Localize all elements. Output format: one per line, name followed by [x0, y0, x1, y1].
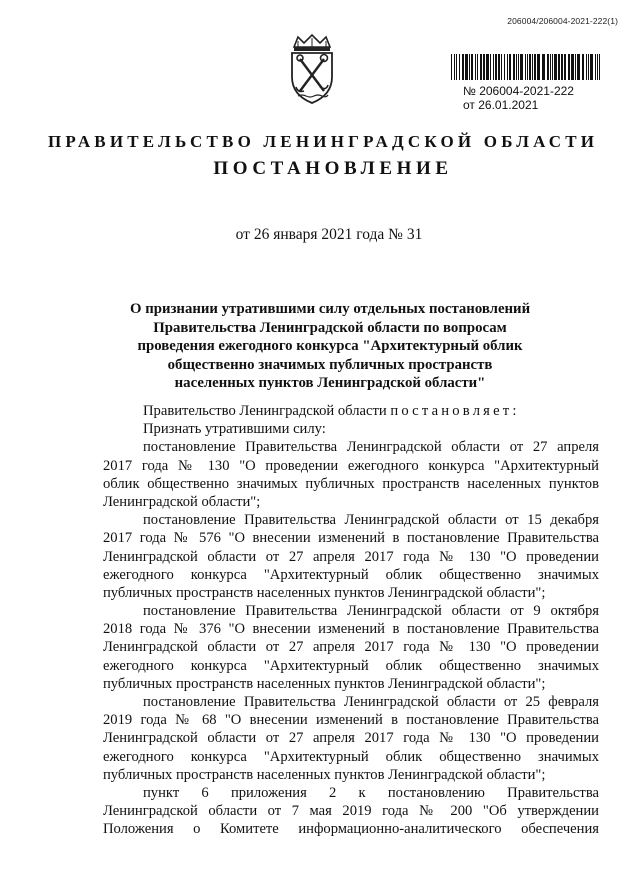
body-line: Ленинградской области от 7 мая 2019 года № 200 "Об утверждении — [103, 803, 599, 820]
barcode-bar — [459, 54, 460, 80]
title-line: проведения ежегодного конкурса "Архитектурный облик — [137, 338, 523, 354]
barcode-bar — [550, 54, 551, 80]
body-line: облик общественно значимых публичных пространств населенных пунктов — [103, 475, 599, 492]
barcode-bar — [462, 54, 464, 80]
barcode-bar — [595, 54, 596, 80]
body-line: Положения о Комитете информационно-аналитического обеспечения — [103, 821, 599, 838]
body-line: Признать утратившими силу: — [143, 421, 326, 438]
barcode-bar — [501, 54, 502, 80]
barcode-bar — [486, 54, 489, 80]
barcode-bar — [564, 54, 566, 80]
body-line: публичных пространств населенных пунктов Ленинградской области"; — [103, 675, 546, 692]
barcode-bar — [451, 54, 452, 80]
barcode-bar — [558, 54, 560, 80]
barcode-bar — [480, 54, 482, 80]
barcode-bar — [456, 54, 457, 80]
body-line: пункт 6 приложения 2 к постановлению Правительства — [143, 784, 599, 801]
barcode-bar — [552, 54, 553, 80]
barcode-bar — [471, 54, 473, 80]
government-name: ПРАВИТЕЛЬСТВО ЛЕНИНГРАДСКОЙ ОБЛАСТИ — [48, 132, 599, 151]
barcode-bar — [527, 54, 528, 80]
barcode-bar — [529, 54, 531, 80]
barcode-bar — [542, 54, 545, 80]
barcode-bar — [475, 54, 476, 80]
coat-of-arms-icon — [284, 33, 340, 105]
resolution-title — [130, 300, 530, 393]
barcode-bar — [586, 54, 587, 80]
barcode-bar — [513, 54, 515, 80]
body-line: постановление Правительства Ленинградской области от 27 апреля — [143, 439, 599, 456]
body-line: Ленинградской области от 27 апреля 2017 года № 130 "О проведении — [103, 548, 599, 565]
title-line: О признании утратившими силу отдельных постановлений — [130, 301, 531, 317]
document-code: 206004/206004-2021-222(1) — [507, 16, 618, 26]
body-line: публичных пространств населенных пунктов Ленинградской области"; — [103, 766, 546, 783]
barcode-bar — [582, 54, 584, 80]
barcode-bar — [537, 54, 540, 80]
body-line: 2018 года № 376 "О внесении изменений в постановление Правительства — [103, 621, 599, 638]
barcode-icon — [451, 54, 601, 80]
body-line: ежегодного конкурса "Архитектурный облик общественно значимых — [103, 566, 599, 583]
intro-prefix: Правительство Ленинградской области — [143, 403, 391, 419]
barcode-bar — [507, 54, 508, 80]
body-line: Ленинградской области от 27 апреля 2017 года № 130 "О проведении — [103, 639, 599, 656]
document-type: ПОСТАНОВЛЕНИЕ — [213, 158, 453, 179]
body-line: постановление Правительства Ленинградской области от 15 декабря — [143, 512, 599, 529]
barcode-bar — [495, 54, 497, 80]
barcode-bar — [498, 54, 500, 80]
barcode-bar — [477, 54, 478, 80]
barcode-bar — [571, 54, 574, 80]
intro-verb: постановляет: — [390, 403, 520, 419]
barcode-bar — [509, 54, 511, 80]
body-line: ежегодного конкурса "Архитектурный облик общественно значимых — [103, 657, 599, 674]
document-date-number: от 26 января 2021 года № 31 — [235, 226, 423, 243]
barcode-bar — [483, 54, 485, 80]
barcode-bar — [561, 54, 563, 80]
title-line: общественно значимых публичных пространств — [167, 356, 493, 373]
barcode-bar — [532, 54, 533, 80]
barcode-bar — [577, 54, 580, 80]
barcode-bar — [534, 54, 536, 80]
barcode-bar — [599, 54, 600, 80]
barcode-bar — [590, 54, 593, 80]
registration-date: от 26.01.2021 — [463, 98, 539, 112]
resolution-body — [103, 402, 599, 839]
barcode-bar — [504, 54, 505, 80]
barcode-bar — [568, 54, 570, 80]
barcode-bar — [554, 54, 557, 80]
title-line: Правительства Ленинградской области по вопросам — [153, 319, 507, 336]
body-line: 2017 года № 130 "О проведении ежегодного конкурса "Архитектурный — [103, 457, 599, 474]
body-line: публичных пространств населенных пунктов Ленинградской области"; — [103, 584, 546, 601]
title-line: населенных пунктов Ленинградской области" — [174, 375, 486, 391]
barcode-bar — [525, 54, 526, 80]
barcode-bar — [575, 54, 576, 80]
barcode-bar — [597, 54, 598, 80]
barcode-bar — [469, 54, 470, 80]
barcode-bar — [465, 54, 468, 80]
barcode-bar — [518, 54, 519, 80]
body-line: 2019 года № 68 "О внесении изменений в постановление Правительства — [103, 712, 599, 729]
barcode-bar — [520, 54, 523, 80]
intro-line — [103, 402, 599, 420]
barcode-bar — [490, 54, 491, 80]
barcode-bar — [454, 54, 455, 80]
body-line: постановление Правительства Ленинградской области от 9 октября — [143, 603, 599, 620]
body-line: ежегодного конкурса "Архитектурный облик общественно значимых — [103, 748, 599, 765]
barcode-bar — [516, 54, 517, 80]
barcode-bar — [547, 54, 549, 80]
barcode-bar — [588, 54, 589, 80]
body-line: постановление Правительства Ленинградской области от 25 февраля — [143, 694, 599, 710]
barcode-bar — [493, 54, 494, 80]
registration-number: № 206004-2021-222 — [463, 84, 574, 98]
body-line: 2017 года № 576 "О внесении изменений в постановление Правительства — [103, 530, 599, 547]
body-line: Ленинградской области"; — [103, 493, 261, 510]
body-line: Ленинградской области от 27 апреля 2017 года № 130 "О проведении — [103, 730, 599, 747]
